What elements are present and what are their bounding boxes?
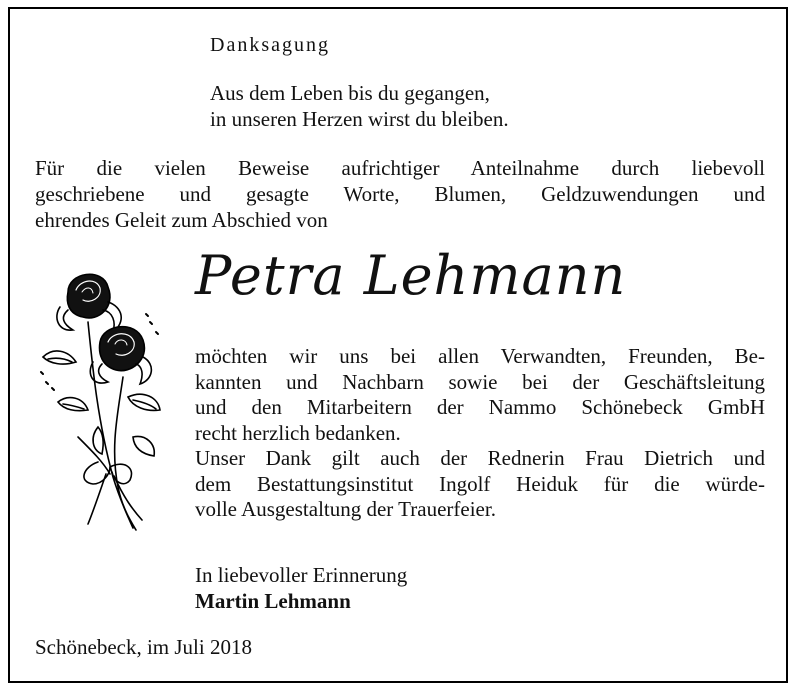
rose-illustration [38, 262, 163, 532]
intro-line-1: Für die vielen Beweise aufrichtiger Anteilnahme durch liebevoll [35, 156, 765, 180]
signer-name: Martin Lehmann [195, 589, 351, 613]
body-line-6: dem Bestattungsinstitut Ingolf Heiduk für die würde- [195, 471, 765, 496]
deceased-name: Petra Lehmann [195, 244, 627, 307]
body-paragraph [195, 344, 765, 523]
body-line-3: und den Mitarbeitern der Nammo Schönebeck GmbH [195, 395, 765, 419]
verse-line-1: Aus dem Leben bis du gegangen, [210, 81, 490, 105]
body-line-4: recht herzlich bedanken. [195, 420, 401, 445]
closing-phrase: In liebevoller Erinnerung [195, 563, 408, 587]
intro-line-2: geschriebene und gesagte Worte, Blumen, Geldzuwendungen und [35, 182, 765, 206]
body-line-1: möchten wir uns bei allen Verwandten, Freunden, Be- [195, 344, 765, 368]
place-date: Schönebeck, im Juli 2018 [35, 635, 252, 659]
body-line-2: kannten und Nachbarn sowie bei der Geschäftsleitung [195, 369, 765, 394]
intro-paragraph [35, 155, 765, 233]
intro-line-3: ehrendes Geleit zum Abschied von [35, 208, 328, 232]
body-line-5: Unser Dank gilt auch der Rednerin Frau Dietrich und [195, 446, 765, 470]
verse [210, 80, 509, 132]
body-line-7: volle Ausgestaltung der Trauerfeier. [195, 497, 496, 521]
verse-line-2: in unseren Herzen wirst du bleiben. [210, 107, 509, 131]
notice-heading: Danksagung [210, 34, 330, 56]
